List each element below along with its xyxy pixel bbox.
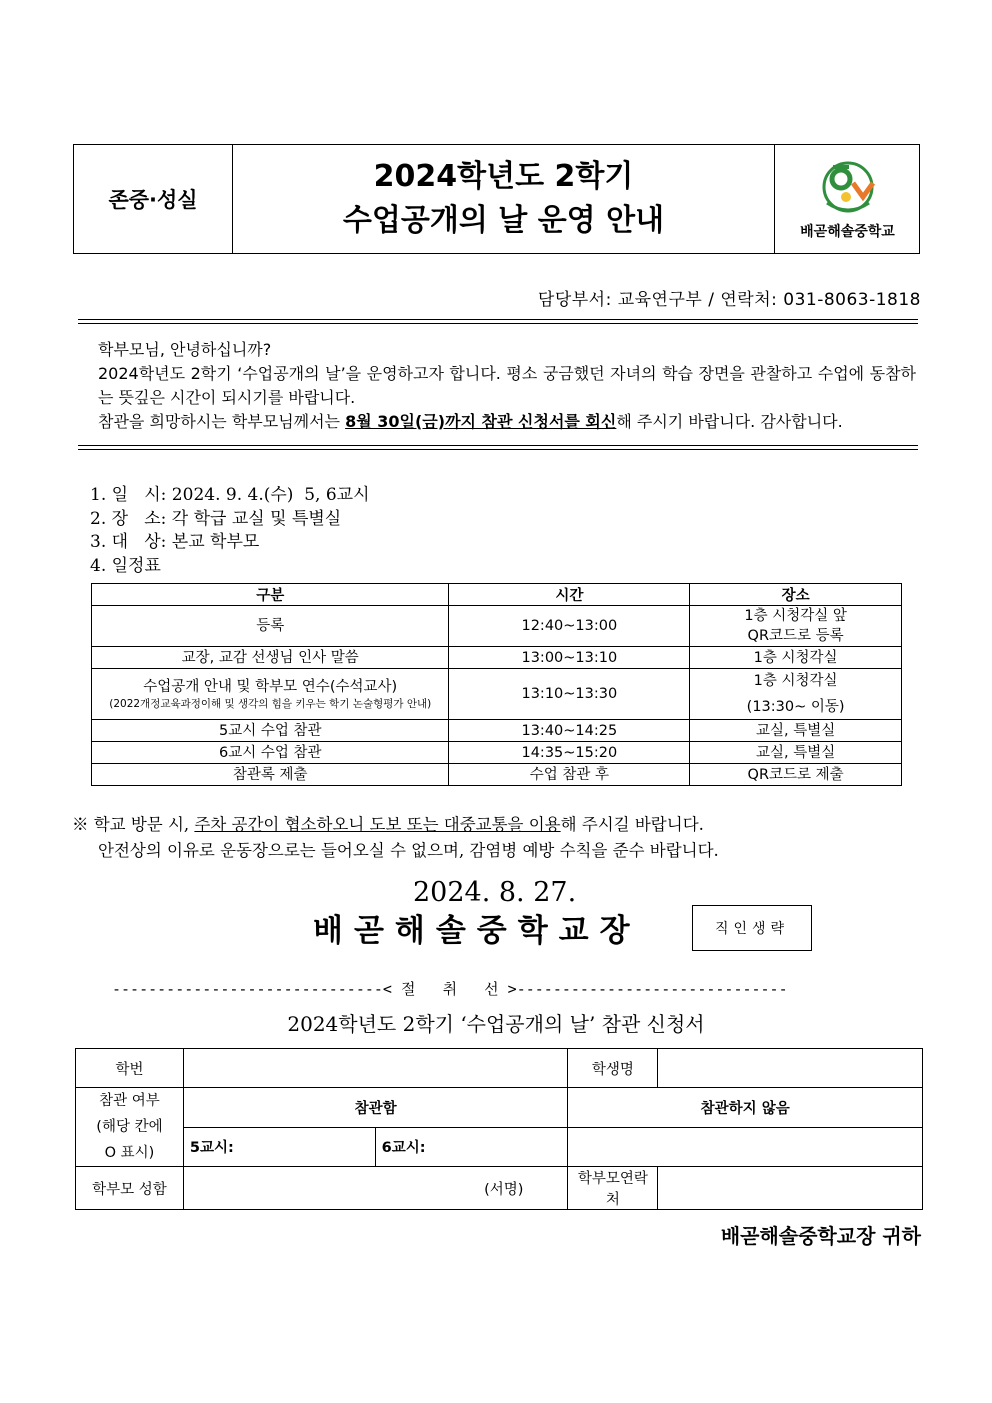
attend-label-line-2: (해당 칸에 <box>96 1119 163 1135</box>
row-time: 13:00~13:10 <box>449 647 690 669</box>
intro-paragraph-1: 2024학년도 2학기 ‘수업공개의 날’을 운영하고자 합니다. 평소 궁금했던 자녀의 학습 장면을 관찰하고 수업에 동참하는 뜻깊은 시간이 되시기를 바랍니다. <box>98 364 916 407</box>
row-category-sub: (2022개정교육과정이해 및 생각의 힘을 키우는 학기 논술형평가 안내) <box>109 698 432 710</box>
parent-contact-field[interactable] <box>658 1167 923 1210</box>
schedule-header-row <box>92 584 902 606</box>
header-place: 장소 <box>690 584 902 606</box>
school-motto: 존중·성실 <box>108 188 198 212</box>
row-time: 수업 참관 후 <box>449 764 690 786</box>
row-place: 교실, 특별실 <box>690 742 902 764</box>
row-place-line-2: QR코드로 등록 <box>747 628 844 644</box>
row-time: 12:40~13:00 <box>449 606 690 647</box>
addressee: 배곧해솔중학교장 귀하 <box>720 1224 921 1248</box>
form-row-periods <box>76 1127 923 1167</box>
title-cell <box>233 145 774 253</box>
schedule-table <box>91 583 902 786</box>
row-place <box>690 669 902 720</box>
form-row-parent <box>76 1167 923 1210</box>
cut-line: ------------------------------< 절 취 선 >------------------------------ <box>112 980 788 998</box>
intro-paragraph-2-pre: 참관을 희망하시는 학부모님께서는 <box>98 412 346 431</box>
student-no-label: 학번 <box>76 1049 184 1088</box>
header-category: 구분 <box>92 584 449 606</box>
notice-line-1 <box>72 812 719 838</box>
row-time: 13:10~13:30 <box>449 669 690 720</box>
attend-no-field[interactable] <box>568 1127 923 1167</box>
row-category-main: 수업공개 안내 및 학부모 연수(수석교사) <box>143 679 398 695</box>
row-category: 등록 <box>92 606 449 647</box>
row-time: 13:40~14:25 <box>449 720 690 742</box>
intro-paragraph-2-post: 해 주시기 바랍니다. 감사합니다. <box>616 412 843 431</box>
student-name-label: 학생명 <box>568 1049 658 1088</box>
header-time: 시간 <box>449 584 690 606</box>
row-place-line-1: 1층 시청각실 앞 <box>744 608 847 624</box>
attend-yes-header: 참관함 <box>183 1088 568 1128</box>
attend-label <box>76 1088 184 1167</box>
table-row <box>92 669 902 720</box>
attend-label-line-1: 참관 여부 <box>99 1093 160 1109</box>
table-row <box>92 742 902 764</box>
form-row-attend <box>76 1088 923 1128</box>
logo-school-name: 배곧해솔중학교 <box>800 224 895 240</box>
table-row <box>92 647 902 669</box>
info-items <box>90 484 370 578</box>
attend-label-line-3: O 표시) <box>104 1145 155 1161</box>
document-title-line-1: 2024학년도 2학기 <box>373 159 634 194</box>
principal-name: 배곧해솔중학교장 <box>313 913 641 949</box>
row-category: 6교시 수업 참관 <box>92 742 449 764</box>
divider-bottom <box>78 445 918 450</box>
deadline-emphasis: 8월 30일(금)까지 참관 신청서를 회신 <box>345 412 617 431</box>
document-title-line-2: 수업공개의 날 운영 안내 <box>342 203 665 238</box>
row-place: 교실, 특별실 <box>690 720 902 742</box>
row-place: 1층 시청각실 <box>690 647 902 669</box>
logo-cell <box>774 145 920 253</box>
notice-line-2: 안전상의 이유로 운동장으로는 들어오실 수 없으며, 감염병 예방 수칙을 준수 바랍니다. <box>98 841 719 860</box>
period6-field[interactable]: 6교시: <box>375 1127 568 1167</box>
parent-contact-label: 학부모연락처 <box>568 1167 658 1210</box>
notice-prefix: ※ 학교 방문 시, <box>72 815 195 834</box>
parent-signature-field[interactable]: (서명) <box>183 1167 568 1210</box>
form-title: 2024학년도 2학기 ‘수업공개의 날’ 참관 신청서 <box>287 1012 705 1036</box>
greeting: 학부모님, 안녕하십니까? <box>98 340 272 359</box>
student-name-field[interactable] <box>658 1049 923 1088</box>
parent-name-label: 학부모 성함 <box>76 1167 184 1210</box>
row-category: 5교시 수업 참관 <box>92 720 449 742</box>
item-target: 3. 대 상: 본교 학부모 <box>90 532 260 552</box>
row-place <box>690 606 902 647</box>
table-row <box>92 764 902 786</box>
row-time: 14:35~15:20 <box>449 742 690 764</box>
form-row-student <box>76 1049 923 1088</box>
item-date: 1. 일 시: 2024. 9. 4.(수) 5, 6교시 <box>90 485 370 505</box>
intro-section <box>80 338 916 434</box>
notice-emphasis: 주차 공간이 협소하오니 도보 또는 대중교통을 이용 <box>194 815 561 834</box>
header-box <box>73 144 920 254</box>
school-logo-icon <box>813 157 883 219</box>
table-row <box>92 720 902 742</box>
application-form <box>75 1048 923 1210</box>
issue-date: 2024. 8. 27. <box>413 877 577 908</box>
seal-omitted-box: 직인생략 <box>692 905 812 951</box>
intro-paragraph-2 <box>80 410 916 434</box>
motto-cell <box>74 145 233 253</box>
student-no-field[interactable] <box>183 1049 568 1088</box>
row-place-line-1: 1층 시청각실 <box>753 673 838 689</box>
period5-field[interactable]: 5교시: <box>183 1127 375 1167</box>
item-place: 2. 장 소: 각 학급 교실 및 특별실 <box>90 508 342 529</box>
table-row <box>92 606 902 647</box>
attend-no-header: 참관하지 않음 <box>568 1088 923 1128</box>
row-place: QR코드로 제출 <box>690 764 902 786</box>
row-category: 참관록 제출 <box>92 764 449 786</box>
divider-top <box>78 319 918 324</box>
row-category: 교장, 교감 선생님 인사 말씀 <box>92 647 449 669</box>
row-place-line-2: (13:30~ 이동) <box>746 699 845 715</box>
contact-info: 담당부서: 교육연구부 / 연락처: 031-8063-1818 <box>537 290 921 310</box>
item-schedule-heading: 4. 일정표 <box>90 555 161 576</box>
notice-suffix: 해 주시길 바랍니다. <box>560 815 704 834</box>
row-category <box>92 669 449 720</box>
notice <box>72 812 719 864</box>
